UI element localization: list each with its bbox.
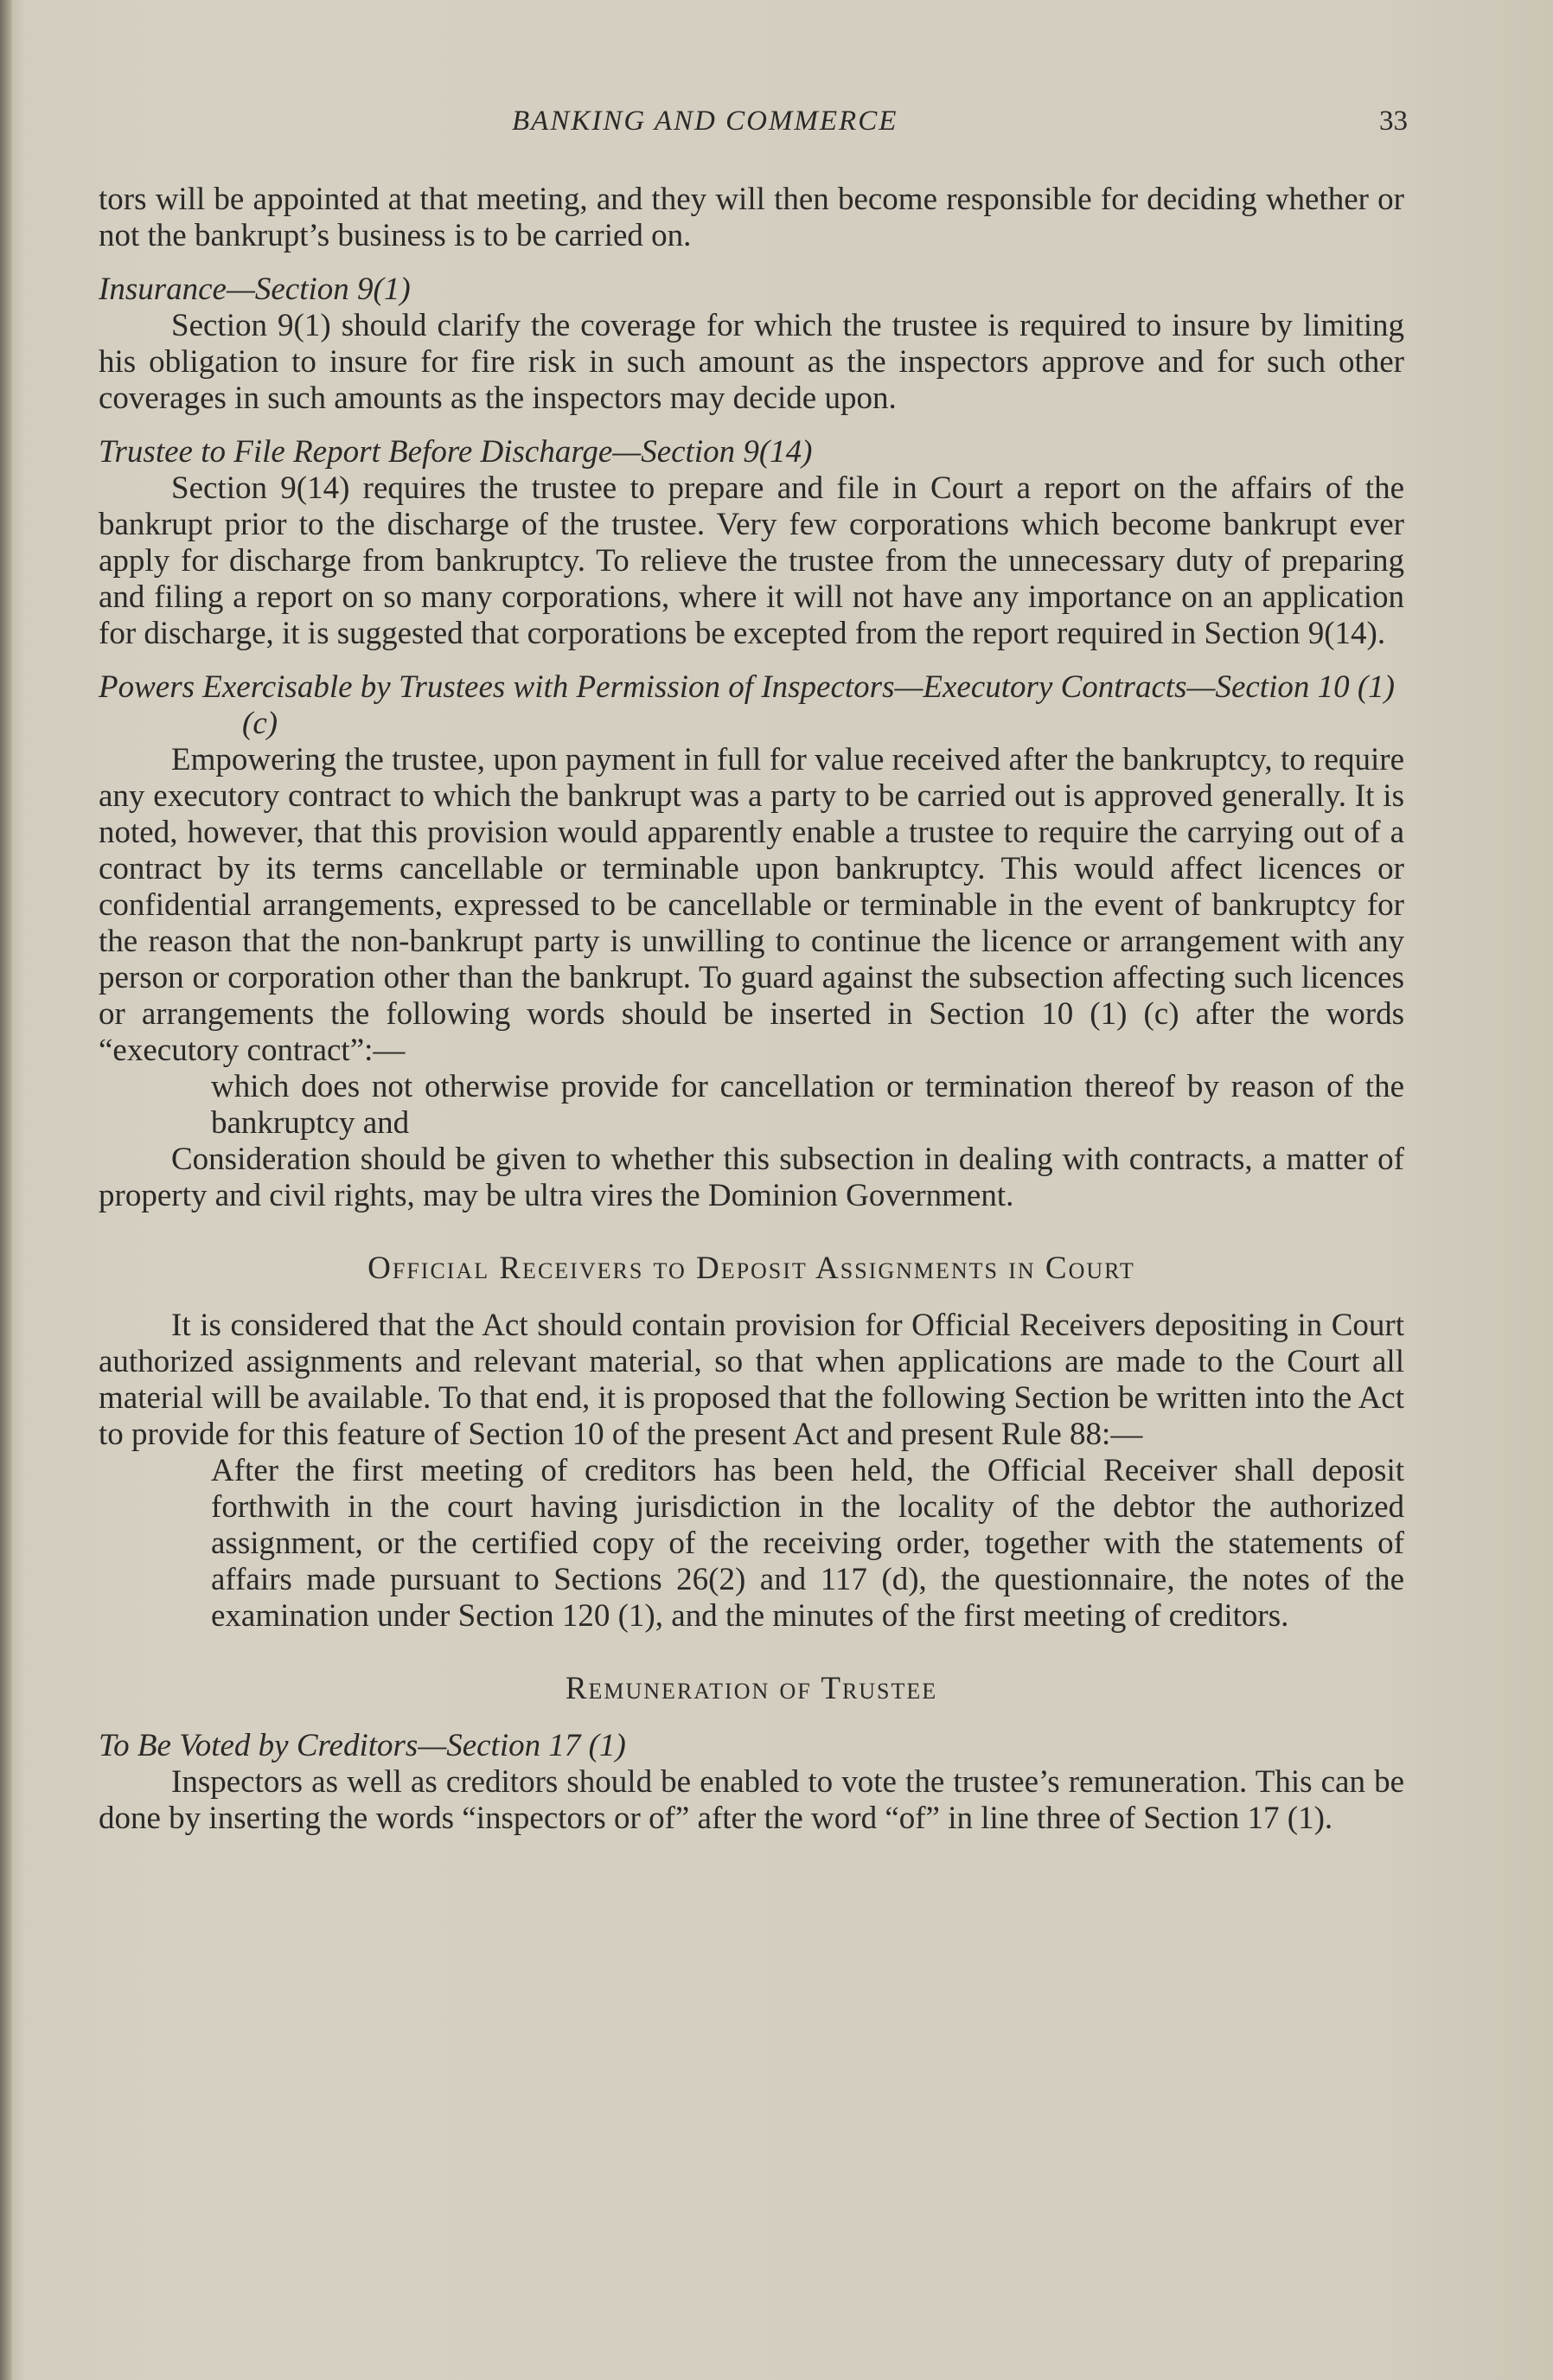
page-content — [99, 97, 1408, 1837]
paragraph-insurance: Section 9(1) should clarify the coverage for which the trustee is required to insure by limiting his obligation to insure for fire risk in such amount as the inspectors approve and for such other coverages in such amounts as the inspectors may decide upon. — [99, 308, 1404, 416]
paragraph-continuation: tors will be appointed at that meeting, and they will then become responsible for deciding whether or not the bankrupt’s business is to be carried on. — [99, 182, 1404, 253]
heading-official-receivers: Official Receivers to Deposit Assignments in Court — [367, 1251, 1135, 1286]
running-title: BANKING AND COMMERCE — [512, 106, 898, 137]
paragraph-trustee-report: Section 9(14) requires the trustee to prepare and file in Court a report on the affairs of the bankrupt prior to the discharge of the trustee. Very few corporations which become bankrupt ever apply for discharge from bankruptcy. To relieve the trustee from the unnecessary duty of preparing and filing a report on so many corporations, where it will not have any importance on an application for discharge, it is suggested that corporations be excepted from the report required in Section 9(14). — [99, 470, 1404, 651]
paragraph-official-receivers: It is considered that the Act should contain provision for Official Receivers depositing in Court authorized assignments and relevant material, so that when applications are made to the Court all material will be available. To that end, it is proposed that the following Section be written into the Act to provide for this feature of Section 10 of the present Act and present Rule 88:— — [99, 1308, 1404, 1452]
running-head — [99, 97, 1408, 147]
page-number: 33 — [1379, 106, 1408, 137]
page-binding-edge — [0, 0, 12, 2380]
quoted-proposed-section: After the first meeting of creditors has been held, the Official Receiver shall deposit forthwith in the court having jurisdiction in the locality of the debtor the authorized assignment, or the certified copy of the receiving order, together with the statements of affairs made pursuant to Sections 26(2) and 117 (d), the questionnaire, the notes of the examination under Section 120 (1), and the minutes of the first meeting of creditors. — [211, 1453, 1404, 1634]
heading-voted-by-creditors: To Be Voted by Creditors—Section 17 (1) — [99, 1728, 626, 1763]
heading-insurance-section-9-1: Insurance—Section 9(1) — [99, 272, 411, 307]
paragraph-executory-contracts: Empowering the trustee, upon payment in full for value received after the bankruptcy, to require any executory contract to which the bankrupt was a party to be carried out is approved generally. It is noted, however, that this provision would apparently enable a trustee to require the carrying out of a contract by its terms cancellable or terminable upon bankruptcy. This would affect licences or confidential arrangements, expressed to be cancellable or terminable in the event of bankruptcy for the reason that the non-bankrupt party is unwilling to continue the licence or arrangement with any person or corporation other than the bankrupt. To guard against the subsection affecting such licences or arrangements the following words should be inserted in Section 10 (1) (c) after the words “executory contract”:— — [99, 742, 1404, 1068]
paragraph-ultra-vires: Consideration should be given to whether this subsection in dealing with contracts, a matter of property and civil rights, may be ultra vires the Dominion Government. — [99, 1142, 1404, 1213]
paragraph-remuneration: Inspectors as well as creditors should be enabled to vote the trustee’s remuneration. This can be done by inserting the words “inspectors or of” after the word “of” in line three of Section 17 (1). — [99, 1764, 1404, 1836]
heading-powers-executory-contracts: Powers Exercisable by Trustees with Permission of Inspectors—Executory Contracts—Section 10 (1) (c) — [99, 669, 1395, 741]
heading-remuneration-of-trustee: Remuneration of Trustee — [565, 1671, 938, 1706]
heading-trustee-report: Trustee to File Report Before Discharge—Section 9(14) — [99, 434, 813, 470]
quoted-insertion-words: which does not otherwise provide for cancellation or termination thereof by reason of the bankruptcy and — [211, 1069, 1404, 1141]
